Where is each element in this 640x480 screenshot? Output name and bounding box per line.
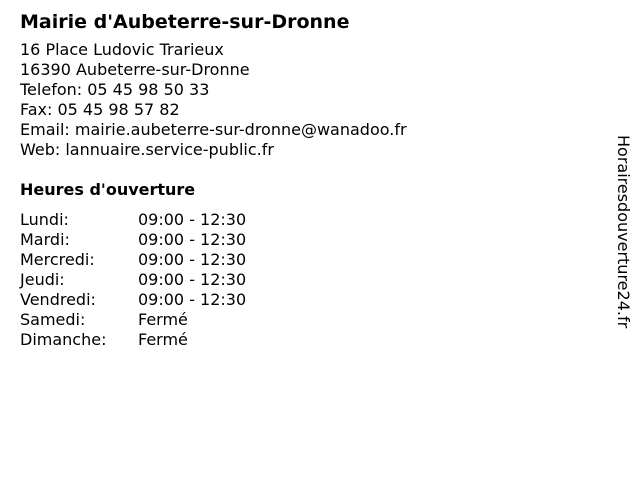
day-label: Mardi: [20,230,70,249]
day-label: Samedi: [20,310,86,329]
time-value: 09:00 - 12:30 [138,270,247,289]
time-value: Fermé [138,310,188,329]
hours-table [20,210,580,350]
day-label: Jeudi: [20,270,65,289]
day-label: Mercredi: [20,250,95,269]
hours-row [20,230,580,250]
hours-row [20,330,580,350]
hours-row [20,210,580,230]
place-title: Mairie d'Aubeterre-sur-Dronne [20,11,350,33]
hours-row [20,250,580,270]
web-line: Web: lannuaire.service-public.fr [20,140,274,159]
hours-row [20,270,580,290]
time-value: 09:00 - 12:30 [138,290,247,309]
email-line: Email: mairie.aubeterre-sur-dronne@wanadoo.fr [20,120,407,139]
place-card [20,10,580,350]
day-label: Lundi: [20,210,69,229]
address-line-2: 16390 Aubeterre-sur-Dronne [20,60,250,79]
time-value: Fermé [138,330,188,349]
hours-row [20,310,580,330]
day-label: Vendredi: [20,290,96,309]
hours-title: Heures d'ouverture [20,180,196,199]
time-value: 09:00 - 12:30 [138,210,247,229]
address-line-1: 16 Place Ludovic Trarieux [20,40,224,59]
hours-row [20,290,580,310]
day-label: Dimanche: [20,330,107,349]
fax-line: Fax: 05 45 98 57 82 [20,100,180,119]
time-value: 09:00 - 12:30 [138,230,247,249]
phone-line: Telefon: 05 45 98 50 33 [20,80,210,99]
site-brand-label: Horairesdouverture24.fr [614,135,633,329]
time-value: 09:00 - 12:30 [138,250,247,269]
